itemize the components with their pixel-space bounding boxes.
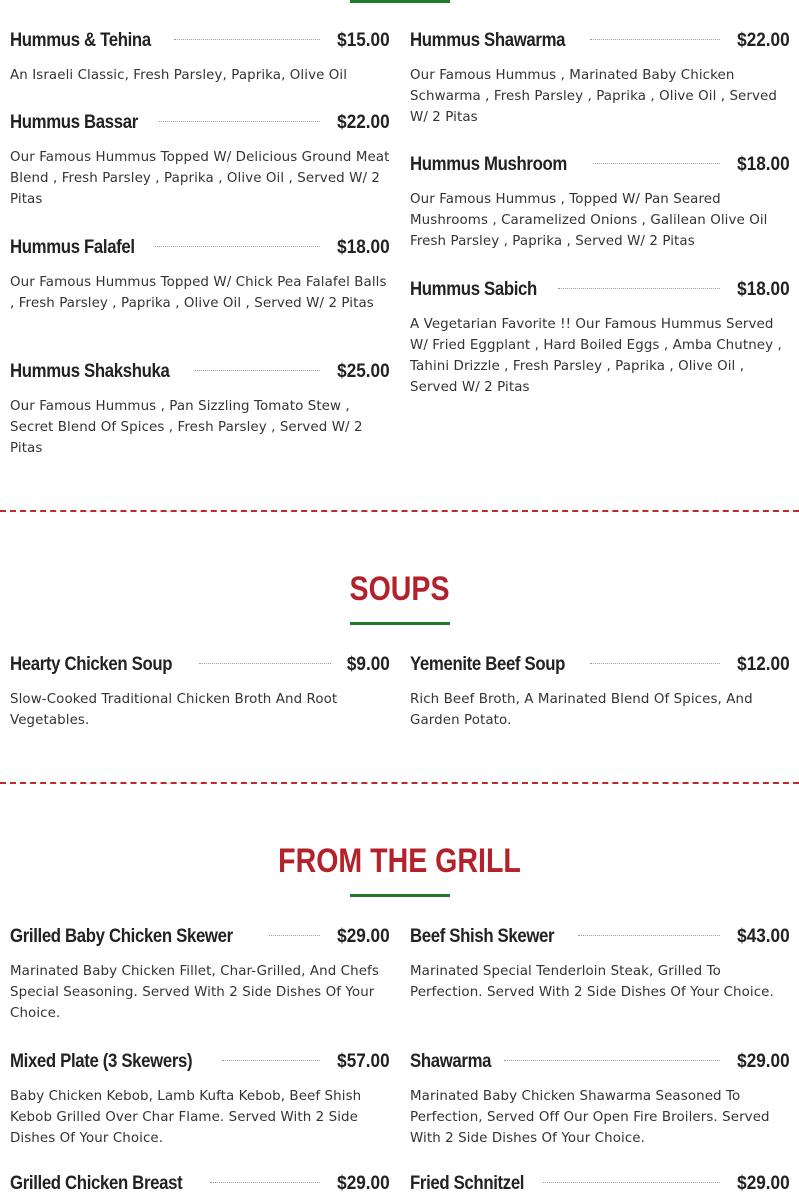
section-title-soups xyxy=(0,570,799,609)
menu-item-price: $29.00 xyxy=(737,1171,790,1194)
section-divider xyxy=(0,782,799,784)
dotted-leader xyxy=(590,663,720,664)
menu-item-grilled-baby-chicken-skewer xyxy=(10,921,390,1024)
menu-item-description: Marinated Special Tenderloin Steak, Grilled To Perfection. Served With 2 Side Dishes Of Your Choice. xyxy=(410,964,774,1000)
menu-item-hummus-shawarma xyxy=(410,25,790,128)
menu-item-hummus-tehina xyxy=(10,25,390,86)
dotted-leader xyxy=(543,1182,721,1183)
menu-item-description: Our Famous Hummus Topped W/ Delicious Ground Meat Blend , Fresh Parsley , Paprika , Olive Oil , Served W/ 2 Pitas xyxy=(10,150,390,207)
menu-item-description: Marinated Baby Chicken Shawarma Seasoned To Perfection, Served Off Our Open Fire Broilers. Served With 2 Side Dishes Of Your Choice. xyxy=(410,1089,770,1146)
menu-item-name: Shawarma xyxy=(410,1049,492,1072)
dotted-leader xyxy=(195,370,320,371)
menu-item-hummus-falafel xyxy=(10,232,390,314)
menu-item-description: Our Famous Hummus , Marinated Baby Chicken Schwarma , Fresh Parsley , Paprika , Olive Oil , Served W/ 2 Pitas xyxy=(410,68,777,125)
dotted-leader xyxy=(269,935,320,936)
menu-item-hummus-bassar xyxy=(10,107,390,210)
dotted-leader xyxy=(155,246,320,247)
dotted-leader xyxy=(578,935,721,936)
dotted-leader xyxy=(504,1060,720,1061)
menu-item-fried-schnitzel xyxy=(410,1168,790,1198)
menu-item-description: A Vegetarian Favorite !! Our Famous Hummus Served W/ Fried Eggplant , Hard Boiled Eggs , Amba Chutney , Tahini Drizzle , Fresh Parsley , Paprika , Olive Oil , Served W/ 2 Pitas xyxy=(410,317,782,395)
menu-item-price: $18.00 xyxy=(337,235,390,258)
menu-item-description: Rich Beef Broth, A Marinated Blend Of Spices, And Garden Potato. xyxy=(410,692,753,728)
menu-item-description: Our Famous Hummus , Topped W/ Pan Seared Mushrooms , Caramelized Onions , Galilean Olive Oil Fresh Parsley , Paprika , Served W/ 2 Pitas xyxy=(410,192,768,249)
section-title-text: SOUPS xyxy=(349,570,450,608)
section-underline xyxy=(350,894,450,897)
menu-item-hummus-sabich xyxy=(410,274,790,398)
menu-item-hearty-chicken-soup xyxy=(10,649,390,731)
menu-item-mixed-plate xyxy=(10,1046,390,1149)
menu-item-name: Grilled Baby Chicken Skewer xyxy=(10,924,233,947)
menu-item-name: Mixed Plate (3 Skewers) xyxy=(10,1049,193,1072)
menu-item-name: Hummus Sabich xyxy=(410,277,537,300)
menu-item-name: Hummus Mushroom xyxy=(410,152,567,175)
menu-item-name: Hearty Chicken Soup xyxy=(10,652,173,675)
menu-item-price: $22.00 xyxy=(337,110,390,133)
dotted-leader xyxy=(593,163,721,164)
dotted-leader xyxy=(159,121,321,122)
section-title-grill xyxy=(0,842,799,881)
menu-item-price: $29.00 xyxy=(337,1171,390,1194)
menu-item-name: Beef Shish Skewer xyxy=(410,924,555,947)
menu-item-description: Our Famous Hummus Topped W/ Chick Pea Falafel Balls , Fresh Parsley , Paprika , Olive Oil , Served W/ 2 Pitas xyxy=(10,275,387,311)
menu-item-description: Baby Chicken Kebob, Lamb Kufta Kebob, Beef Shish Kebob Grilled Over Char Flame. Served With 2 Side Dishes Of Your Choice. xyxy=(10,1089,362,1146)
menu-item-name: Fried Schnitzel xyxy=(410,1171,525,1194)
menu-item-beef-shish-skewer xyxy=(410,921,790,1003)
menu-item-price: $57.00 xyxy=(337,1049,390,1072)
section-divider xyxy=(0,510,799,512)
menu-item-description: An Israeli Classic, Fresh Parsley, Paprika, Olive Oil xyxy=(10,68,348,83)
menu-item-hummus-shakshuka xyxy=(10,356,390,459)
menu-item-name: Hummus Shawarma xyxy=(410,28,566,51)
menu-item-name: Grilled Chicken Breast xyxy=(10,1171,183,1194)
menu-item-hummus-mushroom xyxy=(410,149,790,252)
menu-item-shawarma xyxy=(410,1046,790,1149)
menu-item-description: Marinated Baby Chicken Fillet, Char-Grilled, And Chefs Special Seasoning. Served With 2 Side Dishes Of Your Choice. xyxy=(10,964,379,1021)
menu-item-name: Yemenite Beef Soup xyxy=(410,652,566,675)
section-underline xyxy=(350,622,450,625)
dotted-leader xyxy=(210,1182,320,1183)
menu-item-price: $22.00 xyxy=(737,28,790,51)
menu-item-price: $43.00 xyxy=(737,924,790,947)
menu-item-grilled-chicken-breast xyxy=(10,1168,390,1198)
menu-item-price: $9.00 xyxy=(347,652,390,675)
dotted-leader xyxy=(590,39,720,40)
dotted-leader xyxy=(558,288,721,289)
dotted-leader xyxy=(199,663,332,664)
menu-item-yemenite-beef-soup xyxy=(410,649,790,731)
menu-item-name: Hummus Shakshuka xyxy=(10,359,170,382)
menu-item-price: $15.00 xyxy=(337,28,390,51)
menu-item-description: Slow-Cooked Traditional Chicken Broth And Root Vegetables. xyxy=(10,692,338,728)
dotted-leader xyxy=(222,1060,320,1061)
menu-item-price: $29.00 xyxy=(337,924,390,947)
menu-item-price: $29.00 xyxy=(737,1049,790,1072)
menu-item-price: $25.00 xyxy=(337,359,390,382)
menu-item-price: $12.00 xyxy=(737,652,790,675)
menu-item-name: Hummus & Tehina xyxy=(10,28,151,51)
section-title-text: FROM THE GRILL xyxy=(278,842,521,880)
menu-item-price: $18.00 xyxy=(737,277,790,300)
menu-item-price: $18.00 xyxy=(737,152,790,175)
menu-item-name: Hummus Falafel xyxy=(10,235,135,258)
dotted-leader xyxy=(174,39,321,40)
menu-item-description: Our Famous Hummus , Pan Sizzling Tomato Stew , Secret Blend Of Spices , Fresh Parsley , Served W/ 2 Pitas xyxy=(10,399,363,456)
menu-item-name: Hummus Bassar xyxy=(10,110,138,133)
top-section-underline xyxy=(350,0,450,3)
